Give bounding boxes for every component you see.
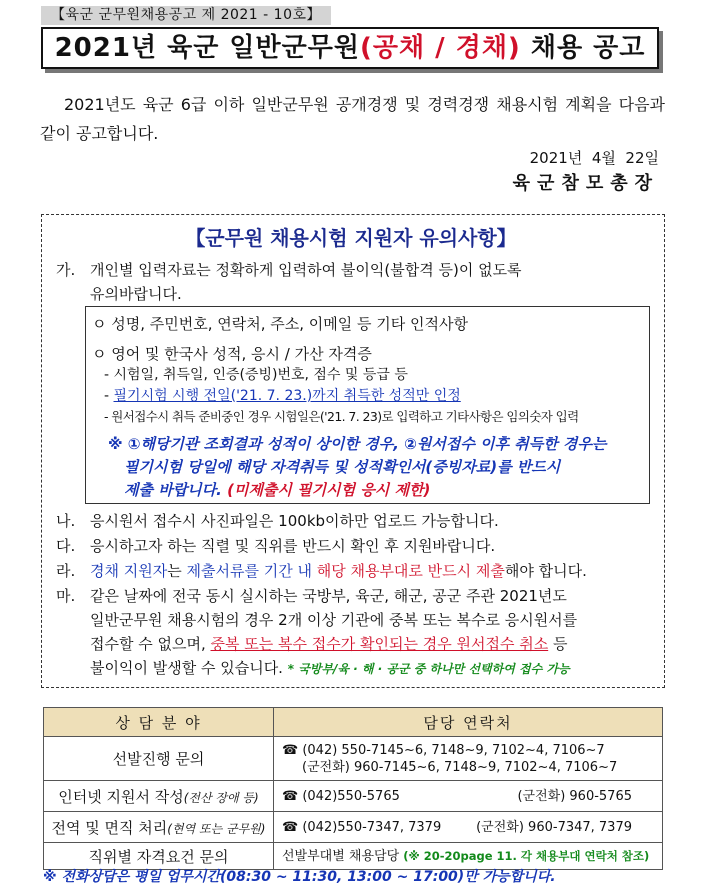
- category-label: 인터넷 지원서 작성: [58, 787, 184, 806]
- career-applicant-text: 경채 지원자: [90, 562, 168, 580]
- contact-note: (※ 20-20page 11. 각 채용부대 연락처 참조): [403, 848, 650, 863]
- category-cell: [44, 812, 274, 843]
- notice-title: 【군무원 채용시험 지원자 유의사항】: [185, 226, 517, 250]
- item-text: 개인별 입력자료는 정확하게 입력하여 불이익(불합격 등)이 없도록: [90, 261, 522, 279]
- guide-bullet-scores: ㅇ 영어 및 한국사 성적, 응시 / 가산 자격증: [92, 345, 372, 363]
- table-header-row: [44, 708, 663, 737]
- announcement-number-tag: 【육군 군무원채용공고 제 2021 - 10호】: [41, 6, 331, 25]
- phone-row: [282, 819, 662, 836]
- item-text-end: 해야 합니다.: [504, 562, 587, 580]
- warning-text: 제출 바랍니다.: [124, 481, 228, 499]
- contact-cell: [274, 812, 663, 843]
- category-sub-label: (현역 또는 군무원): [167, 821, 266, 836]
- header-category: 상 담 분 야: [44, 708, 274, 737]
- item-number: 마.: [56, 587, 76, 605]
- intro-paragraph: 2021년도 육군 6급 이하 일반군무원 공개경쟁 및 경력경쟁 채용시험 계획을 다음과 같이 공고합니다.: [40, 95, 665, 143]
- item-text: 는: [167, 562, 187, 580]
- guide-warning-line1: ※ ①해당기관 조회결과 성적이 상이한 경우, ②원서접수 이후 취득한 경우는: [108, 435, 607, 453]
- item-text: 응시하고자 하는 직렬 및 직위를 반드시 확인 후 지원바랍니다.: [90, 537, 496, 555]
- contact-cell: [274, 843, 663, 870]
- single-apply-note: * 국방부/육 · 해 · 공군 중 하나만 선택하여 접수 가능: [287, 662, 570, 676]
- guide-sub-pending: - 원서접수시 취득 준비중인 경우 시험일은('21. 7. 23)로 입력하고 기타사항은 임의숫자 입력: [104, 409, 579, 424]
- military-phone-line: (군전화) 960-7145~6, 7148~9, 7102~4, 7106~7: [302, 759, 618, 775]
- notice-item-ga: [56, 257, 522, 283]
- contact-text: 선발부대별 채용담당: [282, 848, 404, 864]
- notice-item-na: [56, 508, 499, 534]
- duplicate-cancel-text: 중복 또는 복수 접수가 확인되는 경우 원서접수 취소: [210, 635, 549, 653]
- notice-item-da: [56, 533, 495, 559]
- category-sub-label: (전산 장애 등): [183, 790, 259, 805]
- item-text-end: 등: [548, 635, 568, 653]
- notice-item-ma-line2: 일반군무원 채용시험의 경우 2개 이상 기관에 중복 또는 복수로 응시원서를: [90, 611, 578, 629]
- item-text: 불이익이 발생할 수 있습니다.: [90, 659, 288, 677]
- contact-cell: [274, 781, 663, 812]
- contact-table: [43, 707, 663, 870]
- phone-hours-footnote: ※ 전화상담은 평일 업무시간(08:30 ~ 11:30, 13:00 ~ 17:00)만 가능합니다.: [43, 869, 556, 885]
- issuer-name: 육군참모총장: [512, 173, 659, 194]
- contact-cell: [274, 737, 663, 781]
- notice-item-ma-line3: [90, 631, 567, 657]
- title-suffix: 채용 공고: [520, 33, 646, 63]
- military-phone: (군전화) 960-7347, 7379: [476, 819, 632, 835]
- item-number: 나.: [56, 512, 76, 530]
- item-text: 응시원서 접수시 사진파일은 100kb이하만 업로드 가능합니다.: [90, 512, 499, 530]
- item-number: 다.: [56, 537, 76, 555]
- phone-line: ☎ (042) 550-7145~6, 7148~9, 7102~4, 7106~7: [282, 742, 605, 758]
- category-cell: 선발진행 문의: [44, 737, 274, 781]
- deadline-text: 필기시험 시행 전일('21. 7. 23.)까지 취득한 성적만 인정: [113, 388, 461, 404]
- table-row: [44, 781, 663, 812]
- title-highlight: (공채 / 경채): [359, 33, 521, 63]
- title-main: 2021년 육군 일반군무원: [54, 33, 360, 63]
- submit-text: 해당 채용부대로 반드시 제출: [316, 562, 505, 580]
- page-title: [41, 27, 659, 69]
- announcement-date: 2021년 4월 22일: [529, 149, 659, 167]
- category-cell: [44, 781, 274, 812]
- item-text: 같은 날짜에 전국 동시 실시하는 국방부, 육군, 해군, 공군 주관 2021년도: [90, 587, 567, 605]
- dash: -: [104, 388, 114, 404]
- guide-warning-line3: [124, 479, 430, 501]
- item-number: 라.: [56, 562, 76, 580]
- header-contact: 담당 연락처: [274, 708, 663, 737]
- item-text: 접수할 수 없으며,: [90, 635, 211, 653]
- notice-item-ra: [56, 558, 587, 584]
- phone-number: ☎ (042)550-7347, 7379: [282, 819, 442, 835]
- phone-number: ☎ (042)550-5765: [282, 788, 400, 804]
- phone-row: [282, 788, 662, 805]
- guide-bullet-personal: ㅇ 성명, 주민번호, 연락처, 주소, 이메일 등 기타 인적사항: [92, 315, 468, 333]
- category-cell: 직위별 자격요건 문의: [44, 843, 274, 870]
- notice-item-ma: [56, 583, 567, 609]
- table-row: [44, 843, 663, 870]
- item-number: 가.: [56, 261, 76, 279]
- documents-text: 제출서류를 기간 내: [186, 562, 317, 580]
- table-row: [44, 812, 663, 843]
- guide-sub-deadline: [104, 385, 461, 407]
- guide-sub-dates: - 시험일, 취득일, 인증(증빙)번호, 점수 및 등급 등: [104, 367, 408, 383]
- warning-restriction: (미제출시 필기시험 응시 제한): [227, 481, 431, 499]
- guide-warning-line2: 필기시험 당일에 해당 자격취득 및 성적확인서(증빙자료)를 반드시: [124, 458, 561, 476]
- notice-item-ga-cont: 유의바랍니다.: [90, 285, 182, 303]
- military-phone: (군전화) 960-5765: [517, 788, 632, 804]
- table-row: [44, 737, 663, 781]
- notice-item-ma-line4: [90, 655, 570, 682]
- category-label: 전역 및 면직 처리: [51, 818, 168, 837]
